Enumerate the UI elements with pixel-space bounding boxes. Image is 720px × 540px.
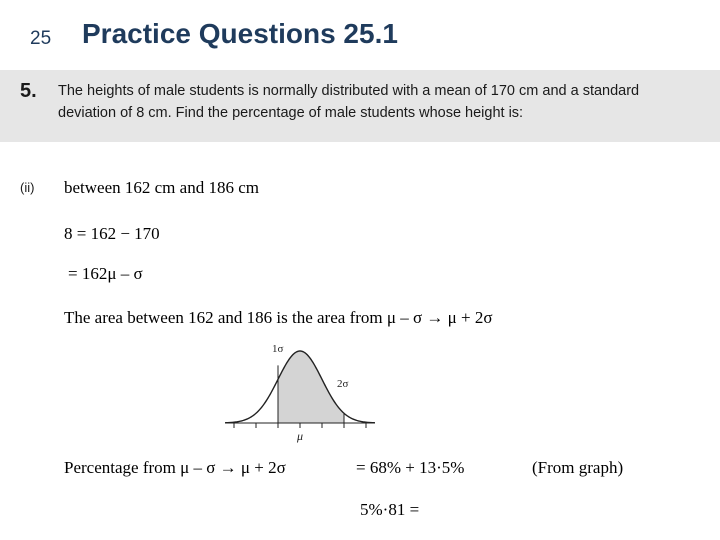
label-mean: μ xyxy=(297,429,304,443)
question-band xyxy=(0,70,720,142)
chapter-number: 25 xyxy=(30,28,52,49)
label-one-sigma: 1σ xyxy=(272,343,284,355)
label-two-sigma: 2σ xyxy=(337,378,349,390)
question-number: 5. xyxy=(20,80,37,102)
percentage-value: = 68% + 13·5% xyxy=(356,458,465,477)
normal-distribution-graph xyxy=(220,338,380,448)
result-line: 5%·81 = xyxy=(360,500,420,519)
working-line-2: = 162μ – σ xyxy=(68,264,143,283)
working-line-1: 8 = 162 − 170 xyxy=(64,224,160,243)
question-text: The heights of male students is normally distributed with a mean of 170 cm and a standard deviation of 8 cm. Find the percentage of male students whose height is: xyxy=(58,83,640,121)
percentage-label: Percentage from μ – σ → μ + 2σ xyxy=(64,458,286,477)
page-title: Practice Questions 25.1 xyxy=(82,18,398,49)
axis-ticks xyxy=(234,423,366,428)
working-line-3: The area between 162 and 186 is the area from μ – σ → μ + 2σ xyxy=(64,308,493,327)
part-label: (ii) xyxy=(20,180,35,195)
source-note: (From graph) xyxy=(532,458,624,477)
part-statement: between 162 cm and 186 cm xyxy=(64,178,259,197)
